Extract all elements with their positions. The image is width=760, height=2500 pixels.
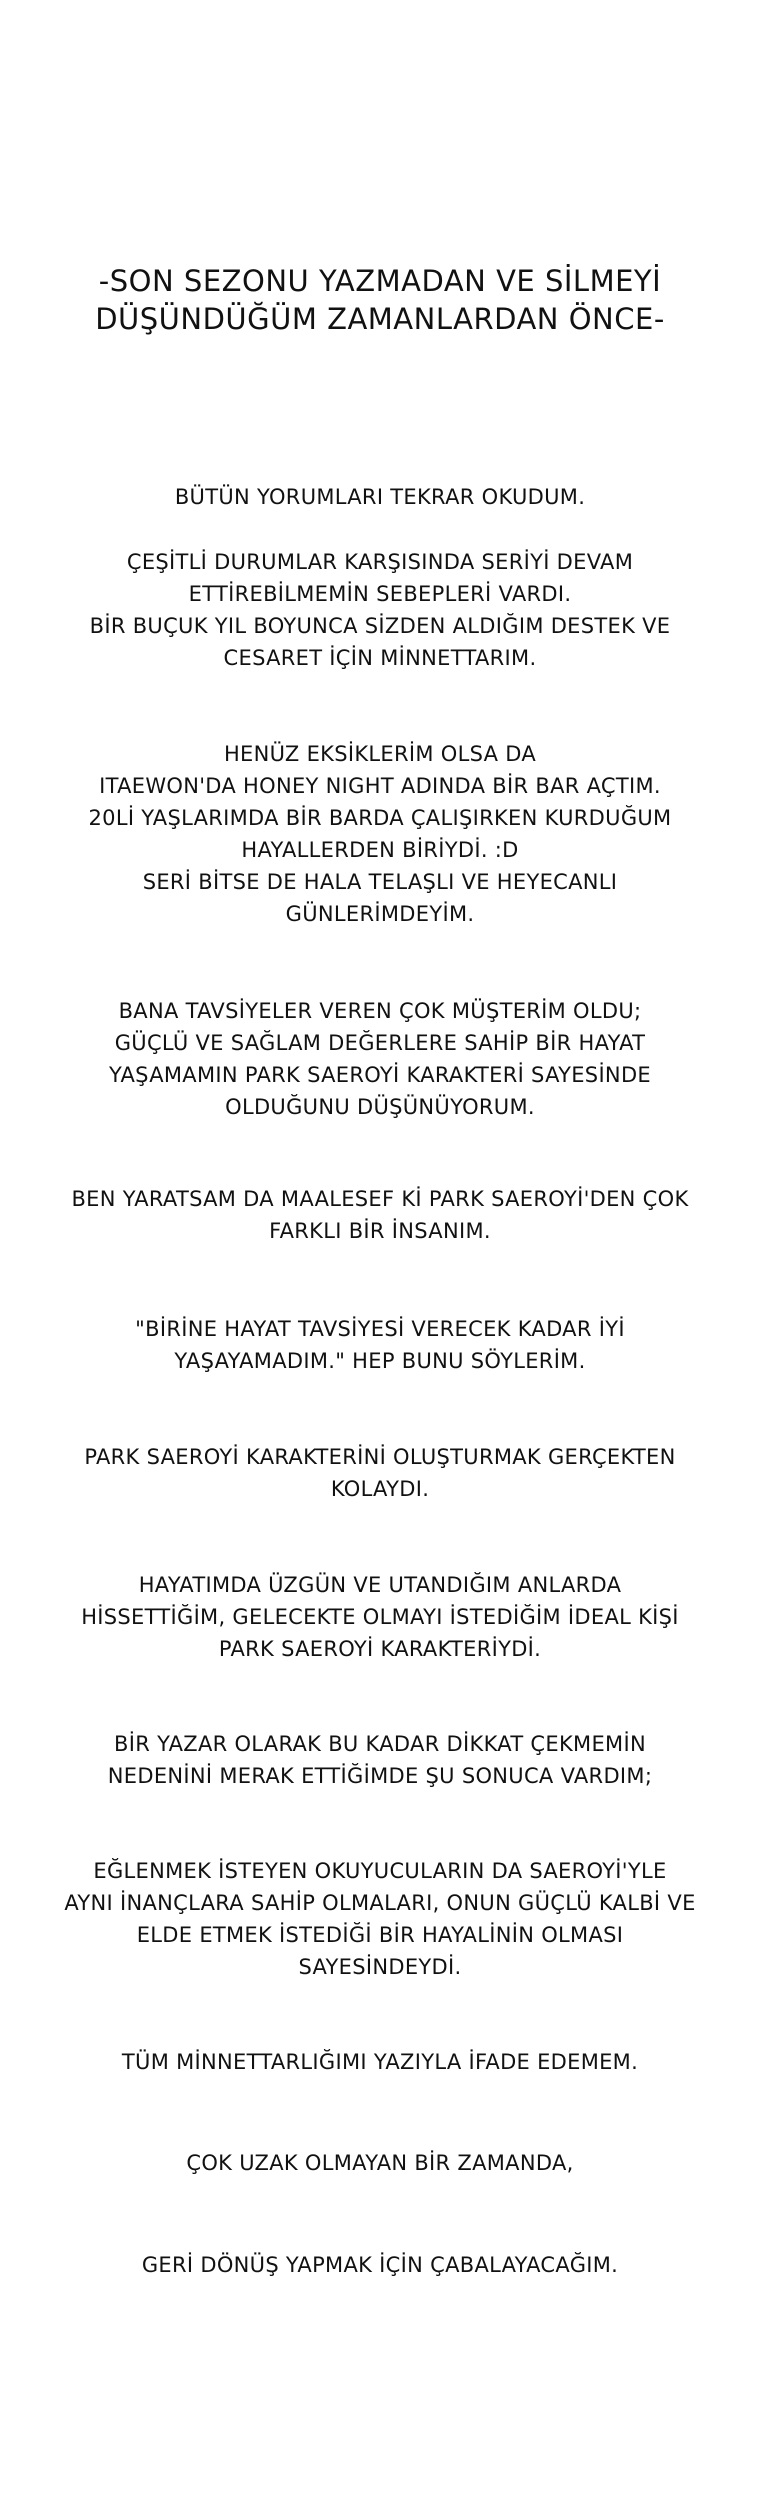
text-line: NEDENİNİ MERAK ETTİĞİMDE ŞU SONUCA VARDIM; — [107, 1764, 653, 1788]
text-line: OLDUĞUNU DÜŞÜNÜYORUM. — [225, 1095, 535, 1119]
paragraph-reread-comments — [20, 481, 740, 513]
paragraph-customers-advice — [20, 995, 740, 1123]
text-line: GÜNLERİMDEYİM. — [285, 902, 475, 926]
paragraph-character-creation — [20, 1441, 740, 1505]
text-line: FARKLI BİR İNSANIM. — [269, 1219, 491, 1243]
text-line: YAŞAYAMADIM." HEP BUNU SÖYLERİM. — [174, 1349, 586, 1373]
text-line: BİR BUÇUK YIL BOYUNCA SİZDEN ALDIĞIM DESTEK VE — [89, 614, 671, 638]
text-line: ÇOK UZAK OLMAYAN BİR ZAMANDA, — [186, 2151, 574, 2175]
text-line: HAYALLERDEN BİRİYDİ. :D — [241, 838, 519, 862]
text-line: BÜTÜN YORUMLARI TEKRAR OKUDUM. — [174, 485, 586, 509]
text-line: BİR YAZAR OLARAK BU KADAR DİKKAT ÇEKMEMİN — [114, 1732, 646, 1756]
text-line: TÜM MİNNETTARLIĞIMI YAZIYLA İFADE EDEMEM. — [121, 2050, 639, 2074]
text-line: HİSSETTİĞİM, GELECEKTE OLMAYI İSTEDİĞİM İDEAL KİŞİ — [81, 1605, 679, 1629]
paragraph-return — [20, 2249, 740, 2281]
text-line: PARK SAEROYİ KARAKTERİYDİ. — [218, 1637, 542, 1661]
text-line: ITAEWON'DA HONEY NIGHT ADINDA BİR BAR AÇTIM. — [99, 774, 661, 798]
text-line: HAYATIMDA ÜZGÜN VE UTANDIĞIM ANLARDA — [138, 1573, 622, 1597]
page-title — [40, 262, 720, 338]
text-line: 20Lİ YAŞLARIMDA BİR BARDA ÇALIŞIRKEN KURDUĞUM — [88, 806, 672, 830]
paragraph-honey-night-bar — [20, 738, 740, 930]
text-line: GERİ DÖNÜŞ YAPMAK İÇİN ÇABALAYACAĞIM. — [141, 2253, 619, 2277]
paragraph-different-person — [20, 1183, 740, 1247]
text-line: EĞLENMEK İSTEYEN OKUYUCULARIN DA SAEROYİ'YLE — [93, 1859, 667, 1883]
text-line: PARK SAEROYİ KARAKTERİNİ OLUŞTURMAK GERÇEKTEN — [84, 1445, 676, 1469]
text-line: CESARET İÇİN MİNNETTARIM. — [223, 646, 537, 670]
text-line: GÜÇLÜ VE SAĞLAM DEĞERLERE SAHİP BİR HAYAT — [114, 1031, 646, 1055]
title-line: DÜŞÜNDÜĞÜM ZAMANLARDAN ÖNCE- — [95, 302, 665, 336]
text-line: "BİRİNE HAYAT TAVSİYESİ VERECEK KADAR İYİ — [135, 1317, 625, 1341]
paragraph-not-far — [20, 2147, 740, 2179]
paragraph-life-advice — [20, 1313, 740, 1377]
text-line: YAŞAMAMIN PARK SAEROYİ KARAKTERİ SAYESİNDE — [109, 1063, 651, 1087]
text-line: ETTİREBİLMEMİN SEBEPLERİ VARDI. — [188, 582, 572, 606]
text-line: SERİ BİTSE DE HALA TELAŞLI VE HEYECANLI — [142, 870, 618, 894]
text-line: AYNI İNANÇLARA SAHİP OLMALARI, ONUN GÜÇLÜ KALBİ VE — [64, 1891, 696, 1915]
text-line: BEN YARATSAM DA MAALESEF Kİ PARK SAEROYİ'DEN ÇOK — [71, 1187, 689, 1211]
paragraph-attention-reason — [20, 1728, 740, 1792]
text-line: HENÜZ EKSİKLERİM OLSA DA — [223, 742, 537, 766]
text-line: BANA TAVSİYELER VEREN ÇOK MÜŞTERİM OLDU; — [118, 999, 642, 1023]
paragraph-cannot-express — [20, 2046, 740, 2078]
paragraph-gratitude — [20, 546, 740, 674]
title-line: -SON SEZONU YAZMADAN VE SİLMEYİ — [98, 264, 662, 298]
paragraph-ideal-person — [20, 1569, 740, 1665]
paragraph-readers-beliefs — [20, 1855, 740, 1983]
text-line: ELDE ETMEK İSTEDİĞİ BİR HAYALİNİN OLMASI — [136, 1923, 624, 1947]
text-line: ÇEŞİTLİ DURUMLAR KARŞISINDA SERİYİ DEVAM — [126, 550, 634, 574]
text-line: KOLAYDI. — [330, 1477, 430, 1501]
text-line: SAYESİNDEYDİ. — [298, 1955, 462, 1979]
